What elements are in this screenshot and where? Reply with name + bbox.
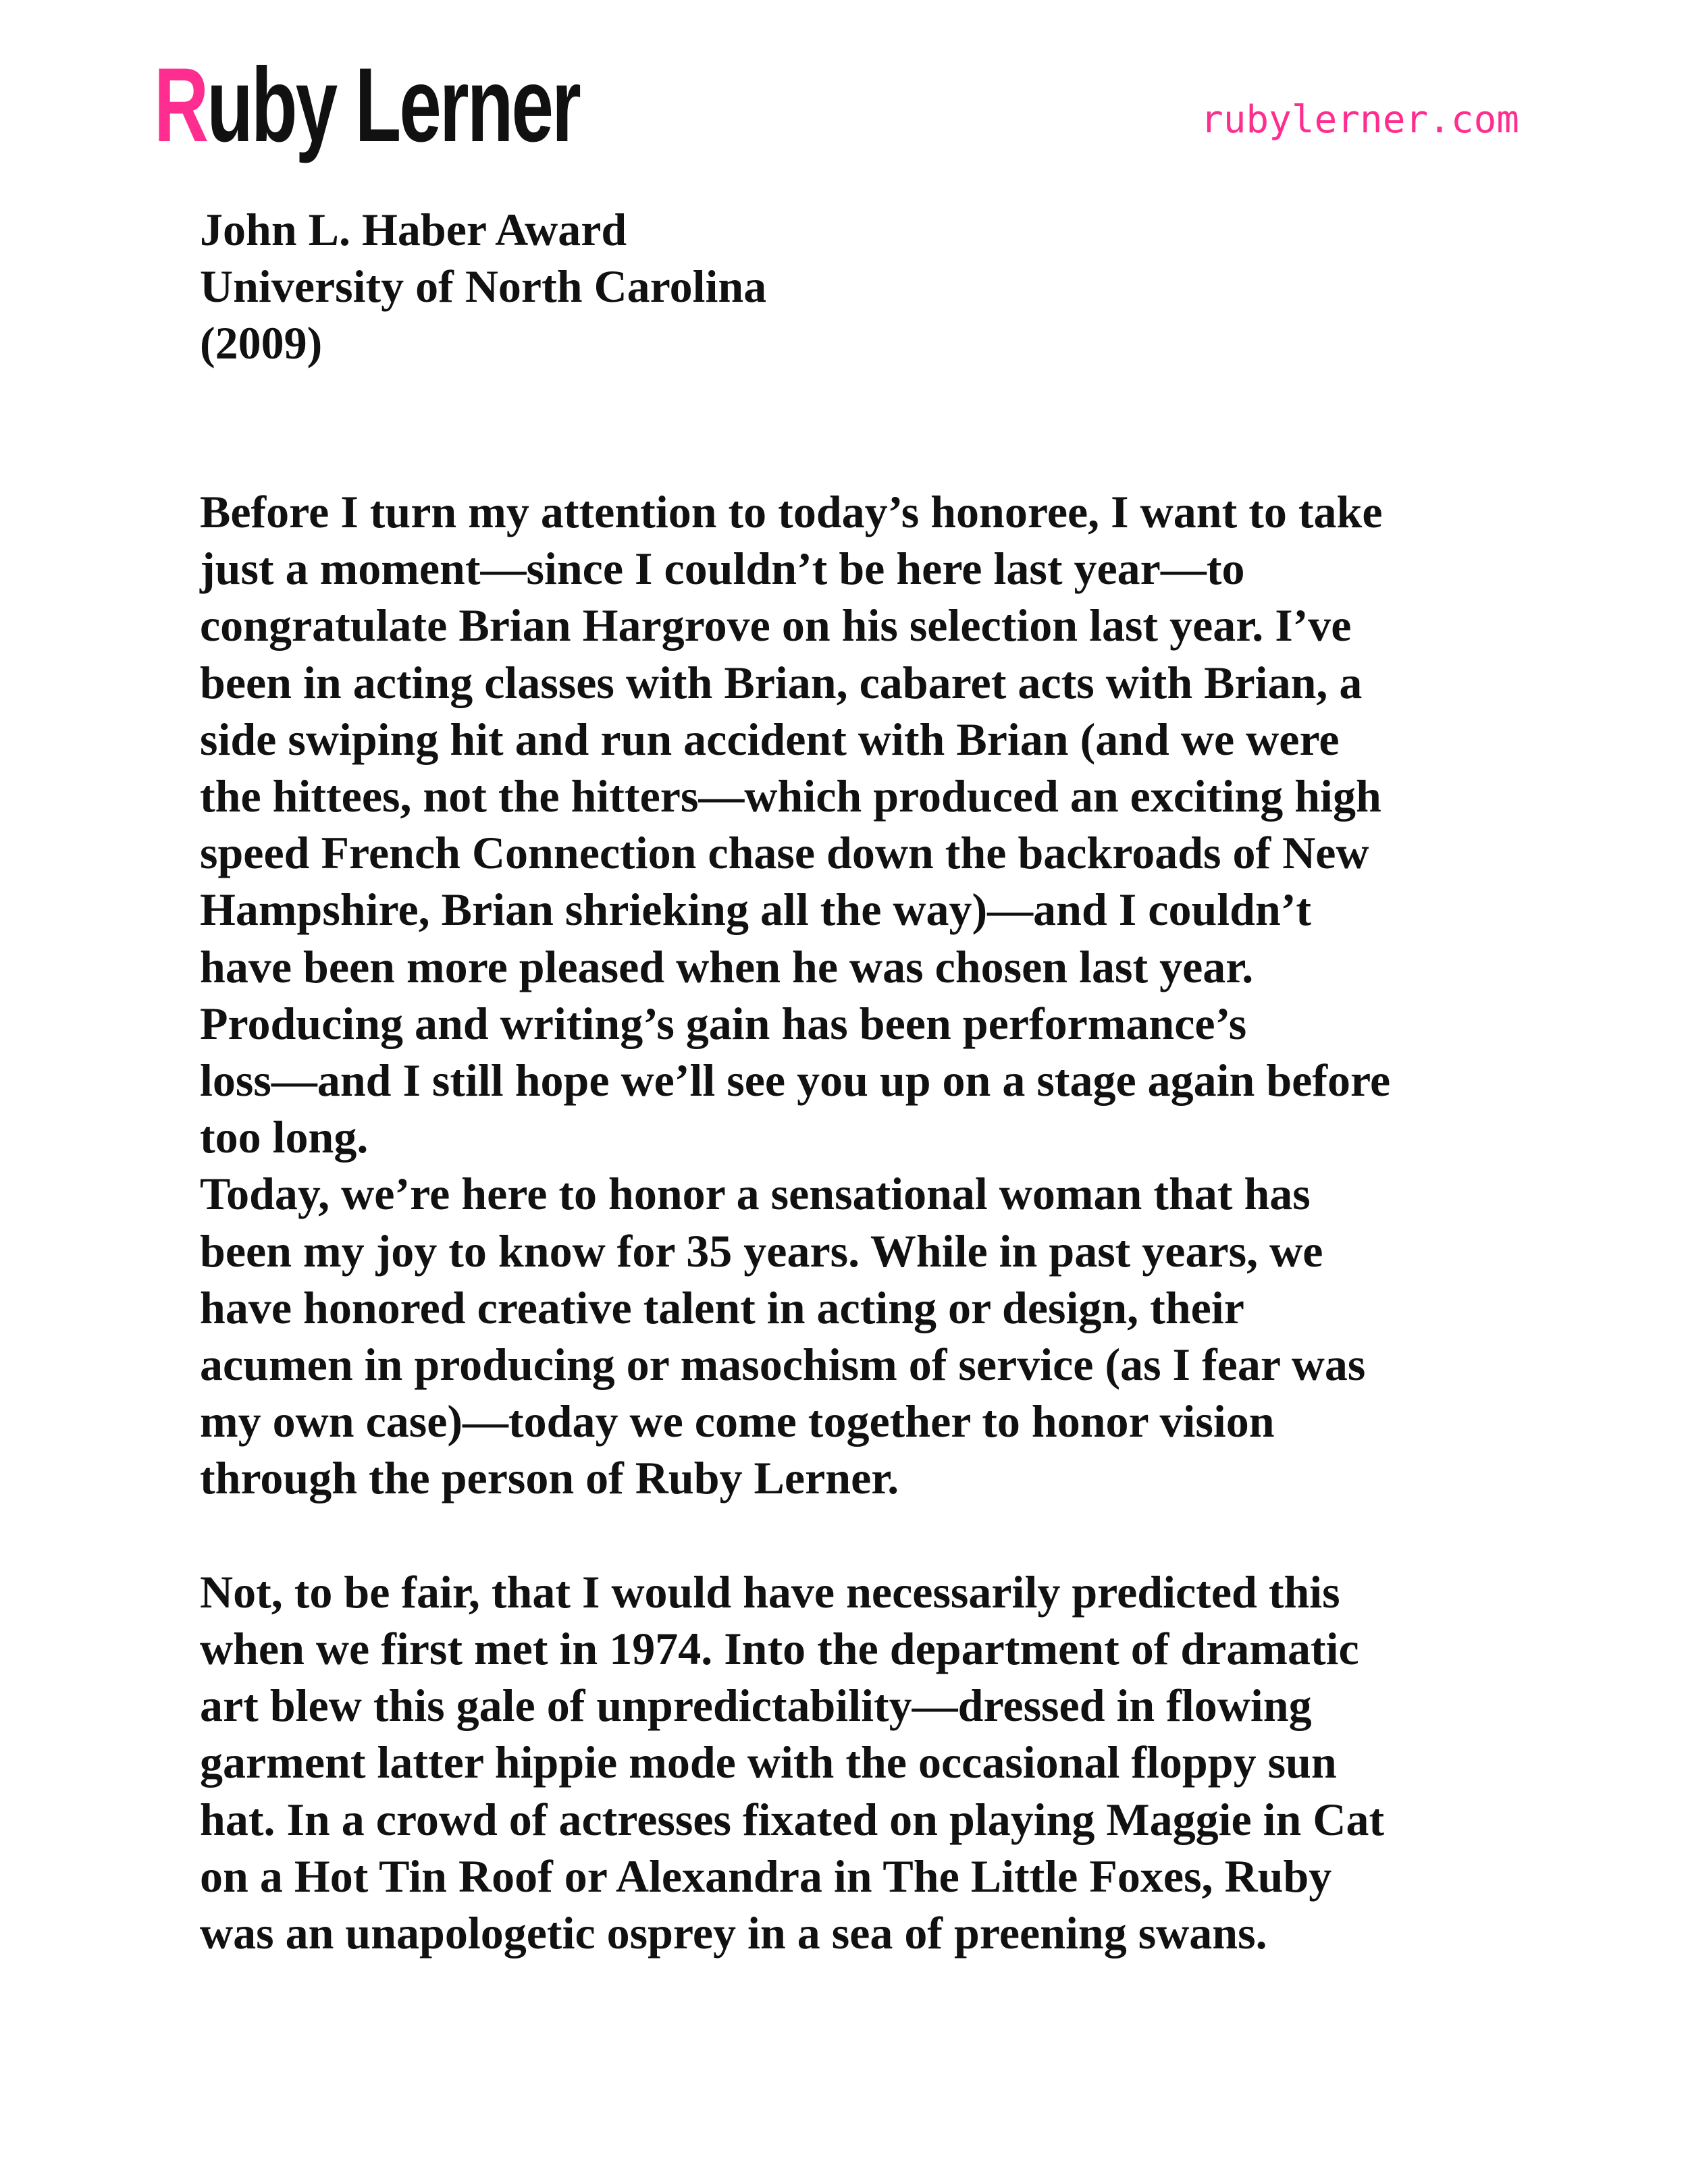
text-line: have been more pleased when he was chosen last year. <box>200 940 1254 992</box>
text-line: Producing and writing’s gain has been performance’s <box>200 997 1247 1049</box>
text-line: just a moment—since I couldn’t be here last year—to <box>200 543 1245 595</box>
text-line: was an unapologetic osprey in a sea of preening swans. <box>200 1907 1267 1959</box>
text-line: been in acting classes with Brian, cabaret acts with Brian, a <box>200 656 1363 708</box>
text-line: garment latter hippie mode with the occasional floppy sun <box>200 1736 1337 1788</box>
text-line: been my joy to know for 35 years. While in past years, we <box>200 1225 1323 1277</box>
text-line: side swiping hit and run accident with Brian (and we were <box>200 713 1340 765</box>
paragraph-gap <box>200 1507 1544 1564</box>
text-line: Not, to be fair, that I would have necessarily predicted this <box>200 1566 1340 1618</box>
site-logo[interactable] <box>154 47 579 164</box>
text-line: on a Hot Tin Roof or Alexandra in The Little Foxes, Ruby <box>200 1850 1332 1902</box>
text-line: congratulate Brian Hargrove on his selection last year. I’ve <box>200 600 1352 651</box>
text-line: my own case)—today we come together to honor vision <box>200 1395 1275 1447</box>
text-line: speed French Connection chase down the backroads of New <box>200 827 1369 879</box>
text-line: the hittees, not the hitters—which produced an exciting high <box>200 770 1381 822</box>
institution-name: University of North Carolina <box>200 261 767 312</box>
text-line: through the person of Ruby Lerner. <box>200 1452 899 1504</box>
text-line: when we first met in 1974. Into the department of dramatic <box>200 1623 1359 1675</box>
document-header <box>200 201 766 371</box>
text-line: Before I turn my attention to today’s honoree, I want to take <box>200 486 1383 537</box>
text-line: Today, we’re here to honor a sensational woman that has <box>200 1168 1311 1220</box>
logo-text: uby Lerner <box>207 47 579 164</box>
text-line: too long. <box>200 1111 369 1163</box>
text-line: hat. In a crowd of actresses fixated on playing Maggie in Cat <box>200 1793 1385 1845</box>
text-line: art blew this gale of unpredictability—dressed in flowing <box>200 1680 1312 1732</box>
logo-first-letter: R <box>154 47 207 164</box>
award-year: (2009) <box>200 317 323 369</box>
award-title: John L. Haber Award <box>200 204 627 255</box>
text-line: loss—and I still hope we’ll see you up on a stage again before <box>200 1055 1391 1107</box>
speech-body <box>200 483 1544 1961</box>
text-line: acumen in producing or masochism of service (as I fear was <box>200 1339 1366 1391</box>
text-line: Hampshire, Brian shrieking all the way)—and I couldn’t <box>200 884 1312 936</box>
text-line: have honored creative talent in acting or design, their <box>200 1281 1244 1333</box>
site-url-link[interactable]: rubylerner.com <box>1200 98 1519 142</box>
